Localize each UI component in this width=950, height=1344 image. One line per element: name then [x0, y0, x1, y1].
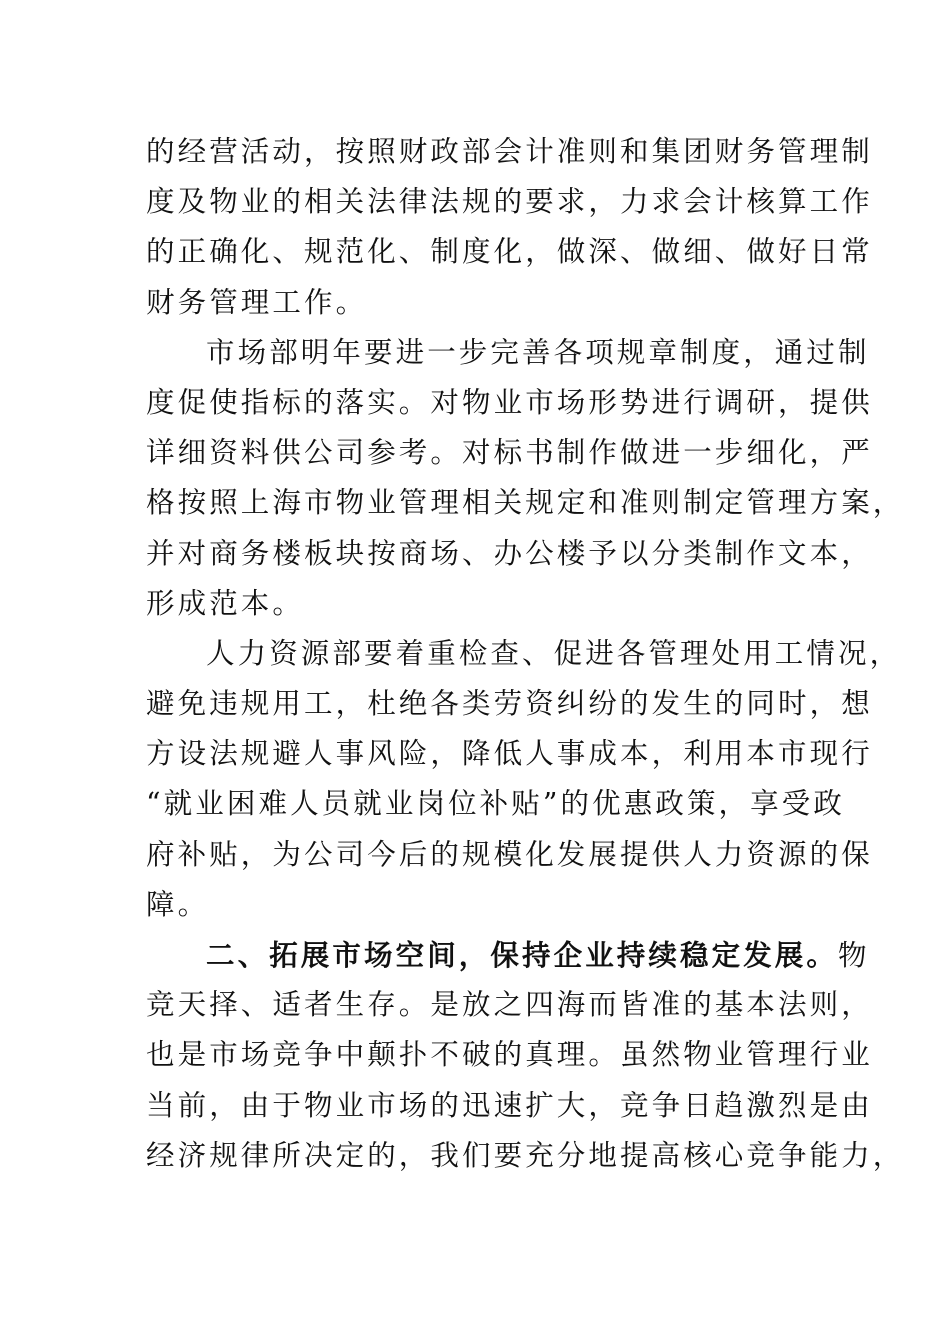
- paragraph-hr: [146, 629, 902, 930]
- paragraph-market-expansion: [146, 930, 905, 1181]
- text-line: 财务管理工作。: [146, 285, 368, 319]
- text-line: 府补贴，为公司今后的规模化发展提供人力资源的保: [146, 837, 873, 871]
- text-line: 度及物业的相关法律法规的要求，力求会计核算工作: [146, 185, 873, 219]
- text-line: 度促使指标的落实。对物业市场形势进行调研，提供: [146, 385, 873, 419]
- text-line: 详细资料供公司参考。对标书制作做进一步细化，严: [146, 436, 873, 470]
- text-line: 格按照上海市物业管理相关规定和准则制定管理方案，: [146, 486, 905, 520]
- text-line: 障。: [146, 887, 210, 921]
- text-line: 竞天择、适者生存。是放之四海而皆准的基本法则，: [146, 988, 873, 1022]
- text-line: 也是市场竞争中颠扑不破的真理。虽然物业管理行业: [146, 1038, 873, 1072]
- body-text: [146, 127, 905, 1181]
- paragraph-finance: [146, 127, 873, 328]
- text-line: 的经营活动，按照财政部会计准则和集团财务管理制: [146, 135, 873, 168]
- text-line: 方设法规避人事风险，降低人事成本，利用本市现行: [146, 737, 873, 771]
- text-line: “就业困难人员就业岗位补贴”的优惠政策，享受政: [146, 787, 845, 821]
- text-line: 避免违规用工，杜绝各类劳资纠纷的发生的同时，想: [146, 687, 873, 721]
- section-heading: 二、拓展市场空间，保持企业持续稳定发展。: [206, 938, 839, 972]
- text-line: 市场部明年要进一步完善各项规章制度，通过制: [206, 335, 870, 369]
- heading-tail: 物: [838, 939, 870, 972]
- text-line: 的正确化、规范化、制度化，做深、做细、做好日常: [146, 235, 873, 269]
- text-line: 当前，由于物业市场的迅速扩大，竞争日趋激烈是由: [146, 1088, 873, 1122]
- text-line: 并对商务楼板块按商场、办公楼予以分类制作文本，: [146, 536, 873, 570]
- heading-line: [146, 930, 870, 980]
- text-line: 经济规律所决定的，我们要充分地提高核心竞争能力，: [146, 1138, 905, 1172]
- text-line: 人力资源部要着重检查、促进各管理处用工情况，: [206, 636, 902, 670]
- text-line: 形成范本。: [146, 586, 305, 620]
- paragraph-marketing: [146, 328, 905, 629]
